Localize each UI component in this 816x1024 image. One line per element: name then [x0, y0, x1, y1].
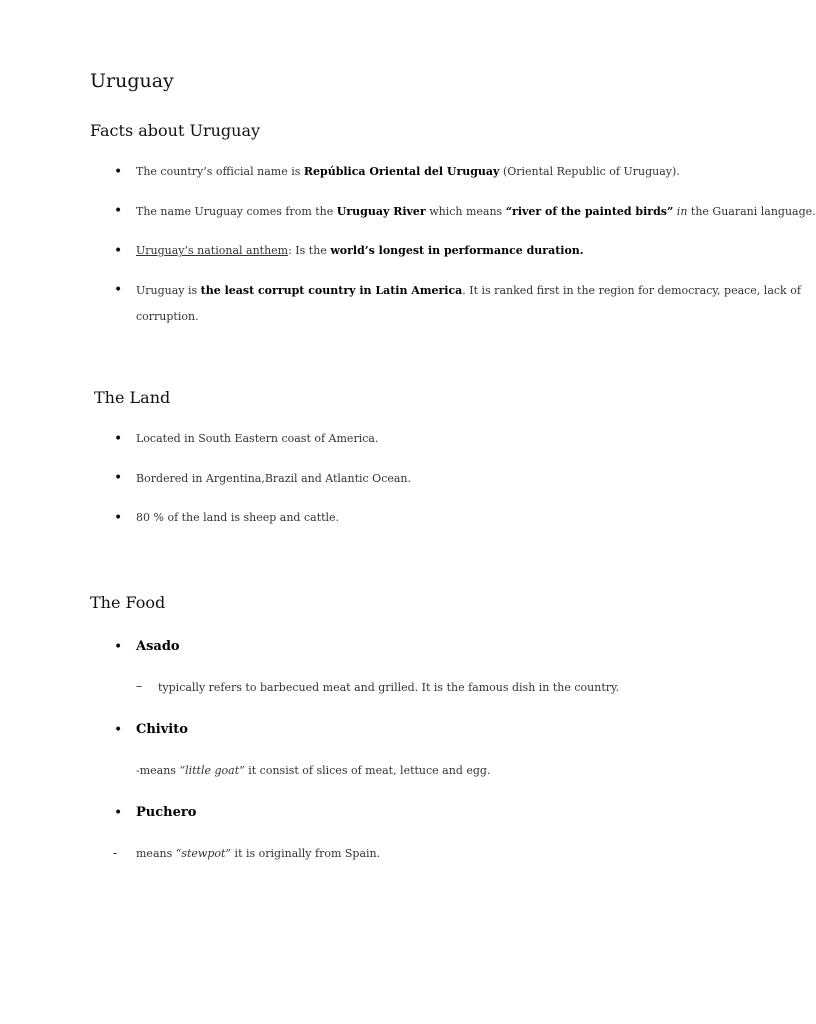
bullet-icon: • — [114, 722, 123, 738]
document-title: Uruguay — [90, 70, 174, 92]
dash-marker: – — [136, 679, 142, 693]
bullet-icon: • — [114, 639, 123, 655]
food-puchero-name: Puchero — [136, 805, 197, 820]
food-asado-desc: typically refers to barbecued meat and grilled. It is the famous dish in the country. — [158, 681, 620, 694]
fact-corruption-line2: corruption. — [136, 310, 199, 323]
land-item: Bordered in Argentina,Brazil and Atlantic Ocean. — [136, 472, 411, 485]
bullet-icon: • — [114, 203, 123, 219]
bullet-icon: • — [114, 805, 123, 821]
food-chivito-desc: -means “little goat” it consist of slices of meat, lettuce and egg. — [136, 764, 491, 777]
land-heading: The Land — [94, 388, 171, 407]
bullet-icon: • — [114, 431, 123, 447]
food-asado-name: Asado — [136, 639, 180, 654]
facts-heading: Facts about Uruguay — [90, 121, 261, 140]
fact-name-origin: The name Uruguay comes from the Uruguay River which means “river of the painted birds” in the Guarani language. — [136, 205, 816, 218]
land-item: 80 % of the land is sheep and cattle. — [136, 511, 340, 524]
land-item: Located in South Eastern coast of America. — [136, 432, 379, 445]
food-puchero-desc: means “stewpot” it is originally from Spain. — [136, 847, 381, 860]
bullet-icon: • — [114, 510, 123, 526]
bullet-icon: • — [114, 282, 123, 298]
food-heading: The Food — [90, 593, 166, 612]
bullet-icon: • — [114, 470, 123, 486]
bullet-icon: • — [114, 243, 123, 259]
fact-corruption: Uruguay is the least corrupt country in Latin America. It is ranked first in the region for democracy, peace, lack of — [136, 284, 801, 297]
food-chivito-name: Chivito — [136, 722, 188, 737]
fact-anthem: Uruguay’s national anthem: Is the world’s longest in performance duration. — [136, 244, 584, 257]
dash-marker: - — [113, 846, 118, 860]
bullet-icon: • — [114, 164, 123, 180]
fact-official-name: The country’s official name is República Oriental del Uruguay (Oriental Republic of Uruguay). — [136, 165, 680, 178]
